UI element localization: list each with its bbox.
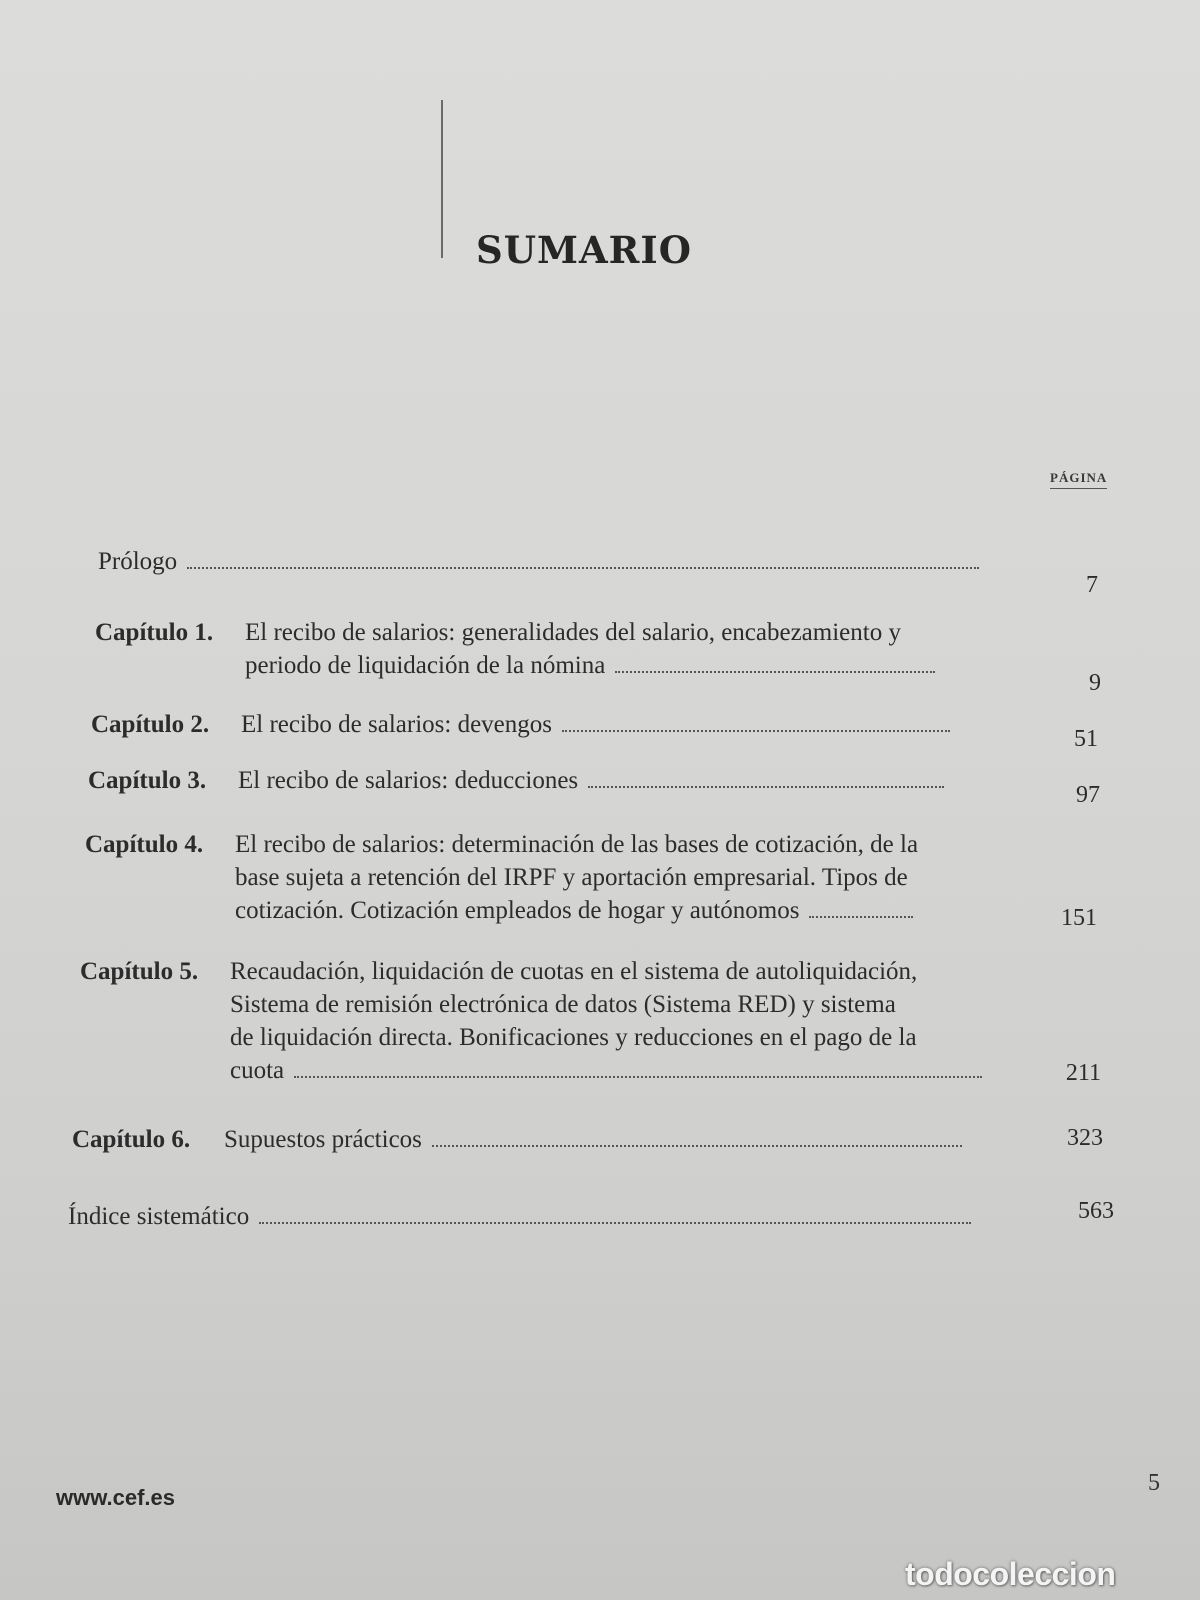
toc-entry-line: base sujeta a retención del IRPF y aportación empresarial. Tipos de xyxy=(235,864,908,891)
toc-entry-line: cuota xyxy=(230,1057,285,1084)
chapter-label: Capítulo 3. xyxy=(88,767,207,794)
toc-page-number: 97 xyxy=(1076,782,1100,808)
chapter-label: Capítulo 5. xyxy=(80,958,199,985)
toc-page-number: 323 xyxy=(1067,1125,1103,1151)
toc-page-number: 211 xyxy=(1065,1060,1101,1086)
toc-page-number: 563 xyxy=(1078,1198,1114,1224)
toc-entry-title: El recibo de salarios: devengos xyxy=(241,711,553,738)
toc-entry-title: Prólogo xyxy=(98,548,178,575)
chapter-label: Capítulo 2. xyxy=(91,711,210,738)
toc-entry-line: Recaudación, liquidación de cuotas en el sistema de autoliquidación, xyxy=(230,958,918,985)
footer-page-number: 5 xyxy=(1148,1470,1160,1496)
toc-entry-title: Supuestos prácticos xyxy=(224,1126,422,1153)
vertical-rule xyxy=(441,100,443,258)
toc-page-number: 151 xyxy=(1061,905,1097,931)
leader-dots xyxy=(562,729,950,732)
chapter-label: Capítulo 1. xyxy=(95,619,214,646)
toc-page-number: 9 xyxy=(1089,670,1101,696)
leader-dots xyxy=(432,1144,962,1147)
leader-dots xyxy=(615,670,935,673)
toc-entry-line: Sistema de remisión electrónica de datos (Sistema RED) y sistema xyxy=(230,991,896,1018)
watermark-logo: todocoleccion xyxy=(905,1556,1116,1592)
footer-website: www.cef.es xyxy=(56,1485,176,1510)
page-column-label: PÁGINA xyxy=(1050,470,1107,489)
leader-dots xyxy=(259,1221,971,1224)
leader-dots xyxy=(187,566,979,569)
leader-dots xyxy=(294,1075,982,1078)
toc-page-number: 7 xyxy=(1086,572,1098,598)
toc-entry-line: El recibo de salarios: generalidades del salario, encabezamiento y xyxy=(245,619,901,646)
chapter-label: Capítulo 4. xyxy=(85,831,204,858)
leader-dots xyxy=(809,915,913,918)
toc-entry-line: periodo de liquidación de la nómina xyxy=(245,652,606,679)
chapter-label: Capítulo 6. xyxy=(72,1126,191,1153)
page-title: SUMARIO xyxy=(476,228,692,272)
toc-page-number: 51 xyxy=(1074,726,1098,752)
toc-entry-line: cotización. Cotización empleados de hogar y autónomos xyxy=(235,897,800,924)
toc-entry-line: de liquidación directa. Bonificaciones y reducciones en el pago de la xyxy=(230,1024,917,1051)
toc-entry-title: Índice sistemático xyxy=(68,1203,250,1230)
toc-entry-title: El recibo de salarios: deducciones xyxy=(238,767,579,794)
leader-dots xyxy=(588,785,944,788)
toc-entry-line: El recibo de salarios: determinación de las bases de cotización, de la xyxy=(235,831,919,858)
